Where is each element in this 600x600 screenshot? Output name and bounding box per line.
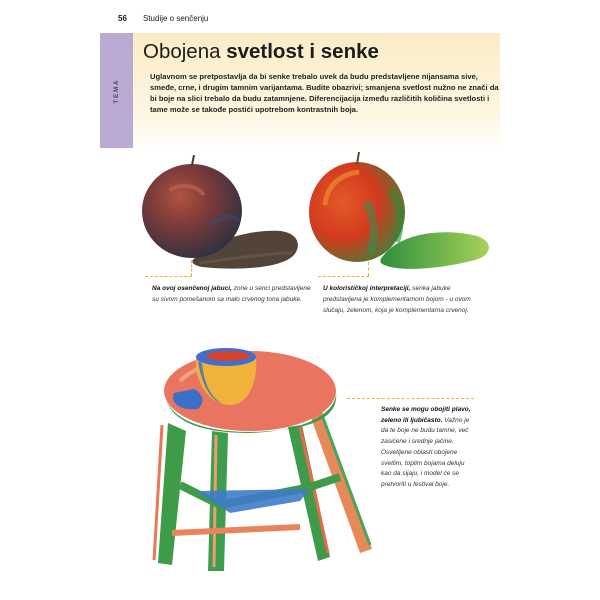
stool-crossbar bbox=[172, 527, 300, 533]
right-caption-connector-v bbox=[368, 262, 369, 276]
right-apple-caption bbox=[323, 283, 486, 316]
right-caption-text: senka jabuke predstavljena je komplementarnom bojom - u ovom slučaju, zelenom, koja je komplementarna crvenoj. bbox=[323, 285, 471, 314]
running-title: Studije o senčenju bbox=[143, 14, 209, 23]
left-caption-lead: Na ovoj osenčenoj jabuci, bbox=[152, 285, 232, 292]
stool-caption-text: Važno je da te boje ne budu tamne, već zasićene i srednje jačine. Osvetljene oblasti obojene svetlim, toplim bojama deluju kao da sijaju, i model će se pretvoriti u festival boje. bbox=[381, 416, 470, 488]
stool-with-bowl-painting bbox=[150, 335, 378, 575]
page-title-bold: svetlost i senke bbox=[226, 40, 379, 63]
title-panel bbox=[133, 33, 500, 150]
stool-caption-lead: Senke se mogu obojiti plavo, zeleno ili ljubičasto. bbox=[381, 406, 471, 424]
page-title-light: Obojena bbox=[143, 40, 227, 63]
right-caption-lead: U kolorističkoj interpretaciji, bbox=[323, 285, 411, 292]
right-caption-connector-h bbox=[318, 276, 369, 277]
shaded-apple-painting bbox=[140, 155, 305, 275]
colored-apple-painting bbox=[305, 150, 495, 275]
left-caption-connector-h bbox=[145, 276, 192, 277]
intro-paragraph: Uglavnom se pretpostavlja da bi senke trebalo uvek da budu predstavljene nijansama sive, smeđe, crne, i drugim tamnim varijantama. Budite obazrivi; smanjena svetlost nužno ne znači da bi boje na slici trebalo da budu zatamnjene. Diferencijacija između različitih količina svetlosti i tame može se takođe postići upotrebom kontrastnih boja. bbox=[150, 72, 499, 114]
stool-caption-connector bbox=[347, 398, 474, 399]
apple-body bbox=[142, 164, 242, 258]
left-apple-caption bbox=[152, 283, 312, 305]
page-title bbox=[143, 40, 379, 64]
section-tab-label: TEMA bbox=[113, 78, 120, 103]
title-band bbox=[100, 33, 500, 150]
apple-stem bbox=[192, 155, 194, 165]
left-caption-text: zone u senci predstavljene su sivom pomešanom sa malo crvenog tona jabuke. bbox=[152, 285, 311, 303]
stool-caption bbox=[381, 405, 474, 491]
page-number: 56 bbox=[118, 14, 127, 23]
apple-body bbox=[309, 162, 405, 262]
section-tab bbox=[100, 33, 133, 148]
left-caption-connector-v bbox=[191, 260, 192, 276]
